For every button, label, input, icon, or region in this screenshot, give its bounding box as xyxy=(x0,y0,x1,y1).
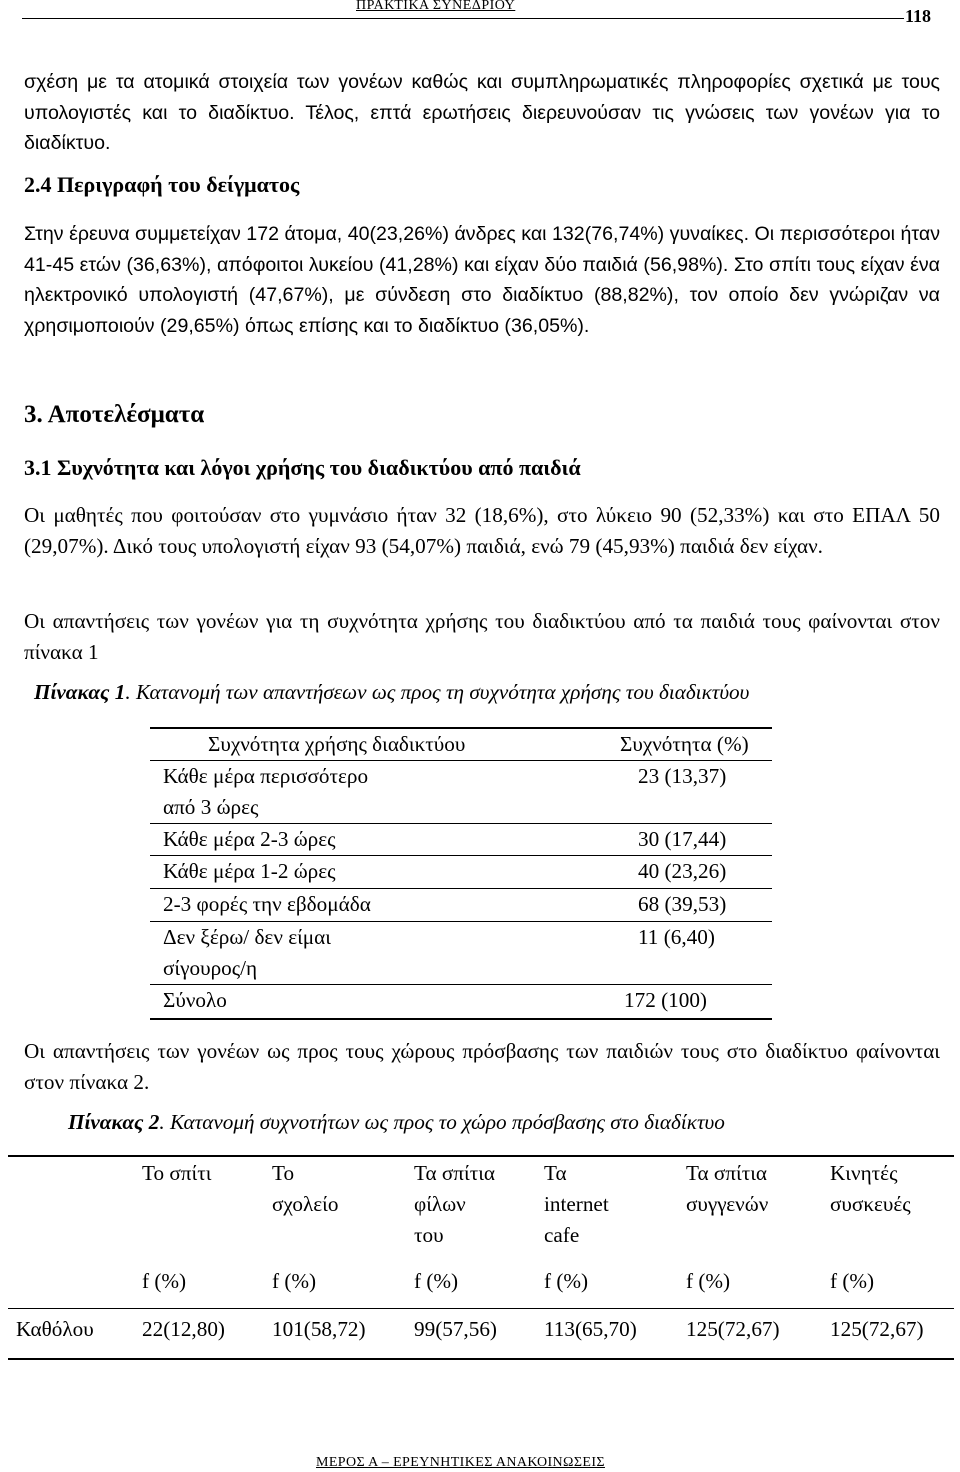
table-2-cell: 99(57,56) xyxy=(414,1317,497,1341)
table-1-caption-label: Πίνακας 1 xyxy=(34,680,126,704)
table-2-col-header-relatives: συγγενών xyxy=(686,1192,769,1216)
table-1-row-label: από 3 ώρες xyxy=(163,795,259,819)
header-rule xyxy=(22,18,904,19)
table-2-subheader: f (%) xyxy=(686,1269,731,1293)
table-2-subheader: f (%) xyxy=(272,1269,317,1293)
table-1-row-value: 11 (6,40) xyxy=(638,925,715,949)
table-1-total-value: 172 (100) xyxy=(624,988,707,1012)
table-2-bottom-rule xyxy=(8,1358,954,1360)
section-heading-2-4: 2.4 Περιγραφή του δείγματος xyxy=(24,172,300,197)
table-1-row-label: Δεν ξέρω/ δεν είμαι xyxy=(163,925,331,949)
page-number: 118 xyxy=(905,6,932,26)
students-paragraph: Οι μαθητές που φοιτούσαν στο γυμνάσιο ήταν 32 (18,6%), στο λύκειο 90 (52,33%) και στο ΕΠΑΛ 50 (29,07%). Δικό τους υπολογιστή είχαν 93 (54,07%) παιδιά, ενώ 79 (45,93%) παιδιά δεν είχαν. xyxy=(24,503,940,558)
table-1-row-value: 68 (39,53) xyxy=(638,892,727,916)
table-1-row-value: 30 (17,44) xyxy=(638,827,727,851)
running-header: ΠΡΑΚΤΙΚΑ ΣΥΝΕΔΡΙΟΥ xyxy=(356,0,516,13)
table-2-subheader: f (%) xyxy=(142,1269,187,1293)
table-1-total-label: Σύνολο xyxy=(163,988,227,1012)
table-1-intro-paragraph: Οι απαντήσεις των γονέων για τη συχνότητα χρήσης του διαδικτύου από τα παιδιά τους φαίνονται στον πίνακα 1 xyxy=(24,609,940,664)
table-2-subheader: f (%) xyxy=(544,1269,589,1293)
intro-paragraph: σχέση με τα ατομικά στοιχεία των γονέων καθώς και συμπληρωματικές πληροφορίες σχετικά με τους υπολογιστές και το διαδίκτυο. Τέλος, επτά ερωτήσεις διερευνούσαν τις γνώσεις των γονέων για το διαδίκτυο. xyxy=(24,71,940,154)
table-2-col-header-internet-cafe: Τα xyxy=(544,1161,567,1185)
table-1-row-label: Κάθε μέρα 1-2 ώρες xyxy=(163,859,336,883)
table-2-col-header-internet-cafe: cafe xyxy=(544,1223,580,1247)
table-1-row-label: Κάθε μέρα περισσότερο xyxy=(163,764,369,788)
table-2-col-header-mobile: Κινητές xyxy=(830,1161,898,1185)
table-1-row-label: 2-3 φορές την εβδομάδα xyxy=(163,892,371,916)
table-2-subheader: f (%) xyxy=(414,1269,459,1293)
table-2-col-header-friends: του xyxy=(414,1223,444,1247)
table-2-header-rule xyxy=(8,1308,954,1309)
table-1-header-usage: Συχνότητα χρήσης διαδικτύου xyxy=(208,732,466,756)
table-1-bottom-rule xyxy=(150,1018,772,1020)
table-2-cell: 101(58,72) xyxy=(272,1317,366,1341)
table-1-row-label: Κάθε μέρα 2-3 ώρες xyxy=(163,827,336,851)
table-2-col-header-school: σχολείο xyxy=(272,1192,339,1216)
table-2-cell: 22(12,80) xyxy=(142,1317,225,1341)
running-footer: ΜΕΡΟΣ Α – ΕΡΕΥΝΗΤΙΚΕΣ ΑΝΑΚΟΙΝΩΣΕΙΣ xyxy=(316,1455,605,1470)
table-2-col-header-school: Το xyxy=(272,1161,295,1185)
section-heading-results: 3. Αποτελέσματα xyxy=(24,401,205,428)
table-1-row-value: 40 (23,26) xyxy=(638,859,727,883)
section-heading-3-1: 3.1 Συχνότητα και λόγοι χρήσης του διαδικτύου από παιδιά xyxy=(24,455,581,480)
table-1-caption xyxy=(34,680,749,705)
table-2-intro-paragraph: Οι απαντήσεις των γονέων ως προς τους χώρους πρόσβασης των παιδιών τους στο διαδίκτυο φαίνονται στον πίνακα 2. xyxy=(24,1039,940,1094)
sample-description-paragraph: Στην έρευνα συμμετείχαν 172 άτομα, 40(23,26%) άνδρες και 132(76,74%) γυναίκες. Οι περισσότεροι ήταν 41-45 ετών (36,63%), απόφοιτοι λυκείου (41,28%) και είχαν δύο παιδιά (56,98%). Στο σπίτι τους είχαν ένα ηλεκτρονικό υπολογιστή (47,67%), με σύνδεση στο διαδίκτυο (88,82%), τον οποίο δεν γνώριζαν να χρησιμοποιούν (29,65%) όπως επίσης και το διαδίκτυο (36,05%). xyxy=(24,223,940,337)
table-2-col-header-relatives: Τα σπίτια xyxy=(686,1161,768,1185)
table-1-row-label: σίγουρος/η xyxy=(163,956,258,980)
table-2-col-header-friends: Τα σπίτια xyxy=(414,1161,496,1185)
table-2-cell: 125(72,67) xyxy=(830,1317,924,1341)
table-2-subheader: f (%) xyxy=(830,1269,875,1293)
table-2-caption-text: . Κατανομή συχνοτήτων ως προς το χώρο πρόσβασης στο διαδίκτυο xyxy=(159,1110,725,1134)
table-2-row-label: Καθόλου xyxy=(16,1317,94,1341)
table-2-caption xyxy=(68,1110,725,1135)
table-2-cell: 125(72,67) xyxy=(686,1317,780,1341)
table-2-top-rule xyxy=(8,1155,954,1157)
table-2-cell: 113(65,70) xyxy=(544,1317,637,1341)
table-2-col-header-home: Το σπίτι xyxy=(142,1161,212,1185)
table-2-col-header-internet-cafe: internet xyxy=(544,1192,609,1216)
table-2-col-header-friends: φίλων xyxy=(414,1192,466,1216)
table-1-row-value: 23 (13,37) xyxy=(638,764,727,788)
table-2-col-header-mobile: συσκευές xyxy=(830,1192,911,1216)
table-1-header-frequency: Συχνότητα (%) xyxy=(620,732,749,756)
table-2-caption-label: Πίνακας 2 xyxy=(68,1110,160,1134)
table-1-caption-text: . Κατανομή των απαντήσεων ως προς τη συχνότητα χρήσης του διαδικτύου xyxy=(125,680,750,704)
